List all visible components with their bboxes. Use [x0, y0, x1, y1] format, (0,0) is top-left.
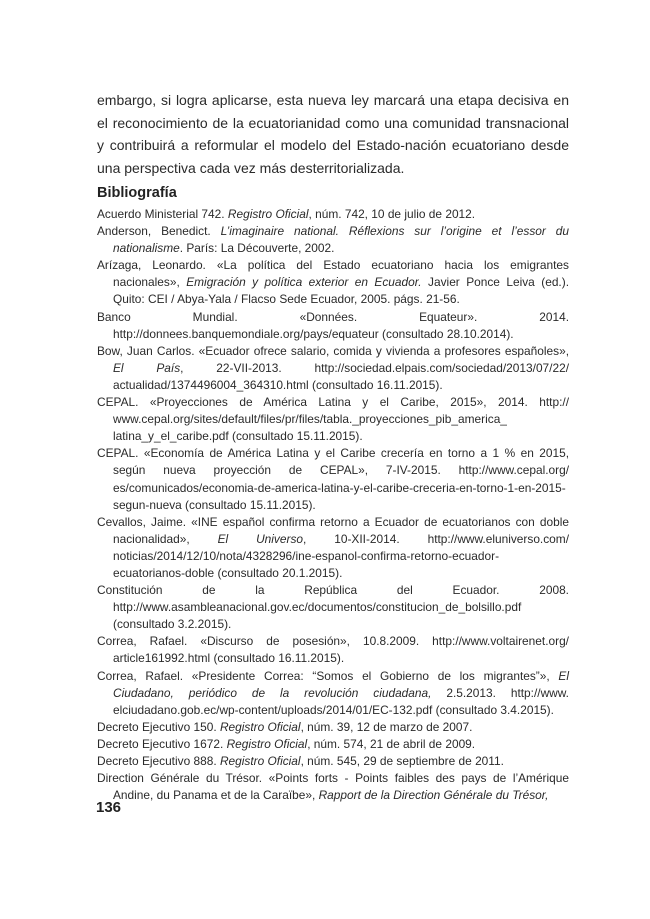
entry-title-italic: Emigración y política exterior en Ecuador.	[186, 275, 422, 290]
entry-text: . París: La Découverte, 2002.	[179, 241, 335, 256]
section-heading: Bibliografía	[97, 185, 177, 201]
bibliography-entry	[97, 582, 569, 633]
entry-text: , núm. 742, 10 de julio de 2012.	[308, 207, 476, 221]
entry-text: 2.5.2013. http://www. elciudadano.gob.ec/wp-content/uploads/2014/01/EC-132.pdf (consultado 3.4.2015).	[113, 685, 569, 717]
entry-title-italic: Rapport de la Direction Générale du Trésor,	[318, 788, 549, 803]
bibliography-entry	[97, 719, 569, 736]
entry-text: Constitución de la República del Ecuador. 2008. http://www.asambleanacional.gov.ec/documentos/constitucion_de_bolsillo.pdf (consultado 3.2.2015).	[97, 583, 569, 632]
bibliography-entry	[97, 343, 569, 394]
bibliography-entry	[97, 257, 569, 308]
bibliography-entry	[97, 445, 569, 513]
bibliography-entry	[97, 309, 569, 343]
entry-text: Arízaga, Leonardo. «La política del Estado ecuatoriano hacia los emigrantes nacionales»,	[97, 258, 569, 290]
entry-title-italic: Registro Oficial	[226, 736, 308, 751]
entry-title-italic: L’imaginaire national. Réflexions sur l’origine et l’essor du nationalisme	[113, 224, 569, 256]
entry-text: , núm. 39, 12 de marzo de 2007.	[300, 719, 473, 734]
entry-text: Javier Ponce Leiva (ed.). Quito: CEI / Abya-Yala / Flacso Sede Ecuador, 2005. págs. 21-56.	[113, 275, 570, 307]
entry-text: Decreto Ejecutivo 1672.	[97, 736, 227, 751]
entry-title-italic: El Universo	[217, 531, 304, 546]
entry-text: , 22-VII-2013. http://sociedad.elpais.com/sociedad/2013/07/22/ actualidad/1374496004_364310.html (consultado 16.11.2015).	[113, 360, 570, 392]
entry-text: , núm. 574, 21 de abril de 2009.	[307, 736, 476, 751]
entry-text: Cevallos, Jaime. «INE español confirma retorno a Ecuador de ecuatorianos con doble nacionalidad»,	[97, 514, 569, 546]
bibliography-entry	[97, 514, 569, 582]
entry-text: , núm. 545, 29 de septiembre de 2011.	[300, 754, 504, 768]
bibliography-entry	[97, 633, 569, 667]
entry-text: Correa, Rafael. «Discurso de posesión», 10.8.2009. http://www.voltairenet.org/ article161992.html (consultado 16.11.2015).	[97, 634, 569, 666]
entry-text: CEPAL. «Economía de América Latina y el Caribe crecería en torno a 1 % en 2015, según nueva proyección de CEPAL», 7-IV-2015. http://www.cepal.org/ es/comunicados/economia-de-america-latina-y-el-caribe-creceria-en-torno-1-en-2015-segun-nueva (consultado 15.11.2015).	[97, 446, 569, 512]
bibliography-list	[97, 206, 569, 804]
bibliography-entry	[97, 394, 569, 445]
page-number: 136	[96, 799, 122, 816]
entry-title-italic: Registro Oficial	[219, 754, 301, 768]
entry-text: Acuerdo Ministerial 742.	[97, 207, 228, 221]
entry-text: Banco Mundial. «Données. Equateur». 2014. http://donnees.banquemondiale.org/pays/equateur (consultado 28.10.2014).	[97, 309, 569, 341]
entry-text: Correa, Rafael. «Presidente Correa: “Somos el Gobierno de los migrantes”»,	[97, 668, 559, 683]
bibliography-entry	[97, 668, 569, 719]
entry-text: Decreto Ejecutivo 150.	[97, 719, 220, 734]
entry-text: , 10-XII-2014. http://www.eluniverso.com/ noticias/2014/12/10/nota/4328296/ine-espanol-confirma-retorno-ecuador-ecuatorianos-doble (consultado 20.1.2015).	[113, 531, 569, 580]
entry-title-italic: Registro Oficial	[219, 719, 301, 734]
entry-text: Bow, Juan Carlos. «Ecuador ofrece salario, comida y vivienda a profesores españoles»,	[97, 343, 569, 358]
entry-text: CEPAL. «Proyecciones de América Latina y el Caribe, 2015», 2014. http:// www.cepal.org/sites/default/files/pr/files/tabla._proyecciones_pib_america_ latina_y_el_caribe.pdf (consultado 15.11.2015).	[97, 395, 569, 444]
entry-title-italic: Registro Oficial	[227, 207, 309, 221]
intro-paragraph: embargo, si logra aplicarse, esta nueva ley marcará una etapa decisiva en el reconocimiento de la ecuatorianidad como una comunidad transnacional y contribuirá a reformular el modelo del Estado-nación ecuatoriano desde una perspectiva cada vez más desterritorializada.	[97, 92, 569, 176]
entry-text: Decreto Ejecutivo 888.	[97, 754, 220, 768]
bibliography-entry	[97, 206, 569, 223]
bibliography-entry	[97, 223, 569, 257]
bibliography-entry	[97, 753, 569, 770]
entry-title-italic: El País	[113, 360, 181, 375]
entry-title-italic: El Ciudadano, periódico de la revolución ciudadana,	[113, 668, 569, 700]
bibliography-entry	[97, 736, 569, 753]
bibliography-entry	[97, 770, 569, 804]
entry-text: Direction Générale du Trésor. «Points forts - Points faibles des pays de l’Amérique Andine, du Panama et de la Caraïbe»,	[97, 771, 569, 803]
entry-text: Anderson, Benedict.	[97, 224, 221, 239]
